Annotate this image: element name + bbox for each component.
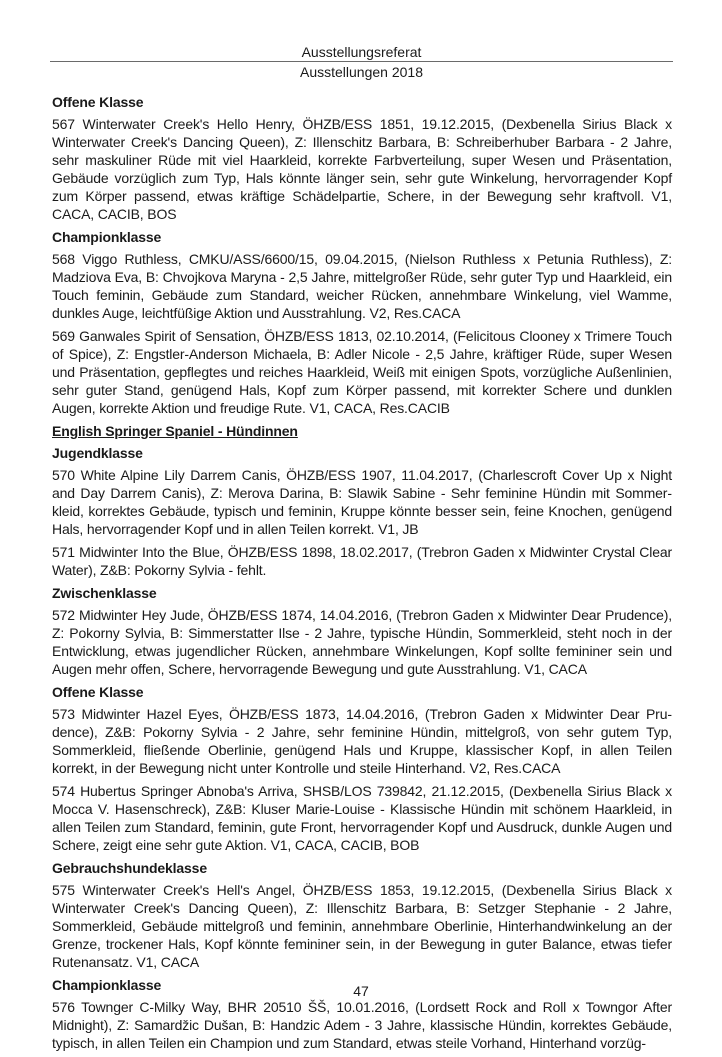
section-heading: Gebrauchshundeklasse xyxy=(52,860,207,876)
entry-567: 567 Winterwater Creek's Hello Henry, ÖHZB/ESS 1851, 19.12.2015, (Dexbenella Sirius Black x Winterwater Creek's Dancing Queen), Z: Illenschitz Barbara, B: Schreiberhuber Barbara - 2 Jahre, sehr maskuliner Rüde mit viel Haarkleid, korrekte Farbverteilung, super Wesen und Präsentation, Gebäude vorzüglich zum Typ, Hals könnte länger sein, sehr gute Winkelung, hervorragender Kopf zum Körper passend, etwas kräftige Schädelpartie, Schere, in der Bewegung sehr kraftvoll. V1, CACA, CACIB, BOS xyxy=(52,116,672,222)
entry-574: 574 Hubertus Springer Abnoba's Arriva, SHSB/LOS 739842, 21.12.2015, (Dexbenella Sirius Black x Mocca V. Hasenschreck), Z&B: Kluser Marie-Louise - Klassische Hündin mit schönem Haarkleid, in allen Teilen zum Standard, feminin, gute Front, hervorragender Kopf und Ausdruck, dunkle Augen und Schere, zeigt eine sehr gute Aktion. V1, CACA, CACIB, BOB xyxy=(52,783,672,853)
entry-569: 569 Ganwales Spirit of Sensation, ÖHZB/ESS 1813, 02.10.2014, (Felicitous Clooney x Trimere Touch of Spice), Z: Engstler-Anderson Michaela, B: Adler Nicole - 2,5 Jahre, kräftiger Rüde, super Wesen und Präsentation, gepflegtes und reiches Haarkleid, Weiß mit einigen Spots, vorzügliche Außenlinien, sehr guter Stand, genügend Hals, Kopf zum Körper passend, mit korrekter Schere und dunklen Augen, korrekte Aktion und freudige Rute. V1, CACA, Res.CACIB xyxy=(52,328,672,416)
entry-572: 572 Midwinter Hey Jude, ÖHZB/ESS 1874, 14.04.2016, (Trebron Gaden x Midwinter Dear Prudence), Z: Pokorny Sylvia, B: Simmerstatter Ilse - 2 Jahre, typische Hündin, Sommerkleid, steht noch in der Entwicklung, etwas jugendlicher Rücken, annehmbare Winkelungen, Kopf sollte femininer sein und Augen mehr offen, Schere, hervorragende Bewegung und gute Ausstrahlung. V1, CACA xyxy=(52,607,672,677)
entry-575: 575 Winterwater Creek's Hell's Angel, ÖHZB/ESS 1853, 19.12.2015, (Dexbenella Sirius Black x Winterwater Creek's Dancing Queen), Z: Illenschitz Barbara, B: Setzger Stephanie - 2 Jahre, Sommerkleid, Gebäude mittelgroß und feminin, annehmbare Oberlinie, Hinterhandwinkelung an der Grenze, trockener Hals, Kopf könnte femininer sein, in der Bewegung in guter Balance, etwas tiefer Rutenansatz. V1, CACA xyxy=(52,882,672,970)
section-heading: Offene Klasse xyxy=(52,684,144,700)
section-heading: Zwischenklasse xyxy=(52,585,157,601)
section-heading: Jugendklasse xyxy=(52,445,143,461)
entry-576: 576 Townger C-Milky Way, BHR 20510 ŠŠ, 10.01.2016, (Lordsett Rock and Roll x Towngor After Midnight), Z: Samardžic Dušan, B: Handzic Adem - 3 Jahre, klassische Hündin, korrektes Gebäude, typisch, in allen Teilen ein Champion und zum Standard, etwas steile Vorhand, Hinterhand vorzüg- xyxy=(52,999,672,1051)
entry-570: 570 White Alpine Lily Darrem Canis, ÖHZB/ESS 1907, 11.04.2017, (Charlescroft Cover Up x Night and Day Darrem Canis), Z: Merova Darina, B: Slawik Sabine - Sehr feminine Hündin mit Sommerkleid, korrektes Gebäude, typisch und feminin, Kruppe könnte besser sein, feine Knochen, genügend Hals, hervorragender Kopf und in allen Teilen korrekt. V1, JB xyxy=(52,467,672,537)
section-heading: Championklasse xyxy=(52,229,162,245)
page-header xyxy=(50,44,673,80)
breed-heading: English Springer Spaniel - Hündinnen xyxy=(52,423,298,439)
entry-568: 568 Viggo Ruthless, CMKU/ASS/6600/15, 09.04.2015, (Nielson Ruthless x Petunia Ruthless), Z: Madziova Eva, B: Chvojkova Maryna - 2,5 Jahre, mittelgroßer Rüde, sehr guter Typ und Haarkleid, ein Touch feminin, Gebäude zum Standard, weicher Rücken, annehmbare Winkelung, viel Wamme, dunkles Auge, leichtfüßige Aktion und Ausstrahlung. V2, Res.CACA xyxy=(52,251,672,321)
entry-573: 573 Midwinter Hazel Eyes, ÖHZB/ESS 1873, 14.04.2016, (Trebron Gaden x Midwinter Dear Prudence), Z&B: Pokorny Sylvia - 2 Jahre, sehr feminine Hündin, mittelgroß, von sehr gutem Typ, Sommerkleid, fließende Oberlinie, genügend Hals und Kruppe, klassischer Kopf, in allen Teilen korrekt, in der Bewegung nicht unter Kontrolle und steile Hinterhand. V2, Res.CACA xyxy=(52,706,672,776)
page-content xyxy=(52,93,672,1057)
page-number: 47 xyxy=(353,983,369,999)
header-title: Ausstellungsreferat xyxy=(301,44,422,60)
header-subtitle: Ausstellungen 2018 xyxy=(300,64,423,80)
section-heading: Offene Klasse xyxy=(52,94,144,110)
section-heading: Championklasse xyxy=(52,977,162,993)
entry-571: 571 Midwinter Into the Blue, ÖHZB/ESS 1898, 18.02.2017, (Trebron Gaden x Midwinter Crystal Clear Water), Z&B: Pokorny Sylvia - fehlt. xyxy=(52,544,672,578)
